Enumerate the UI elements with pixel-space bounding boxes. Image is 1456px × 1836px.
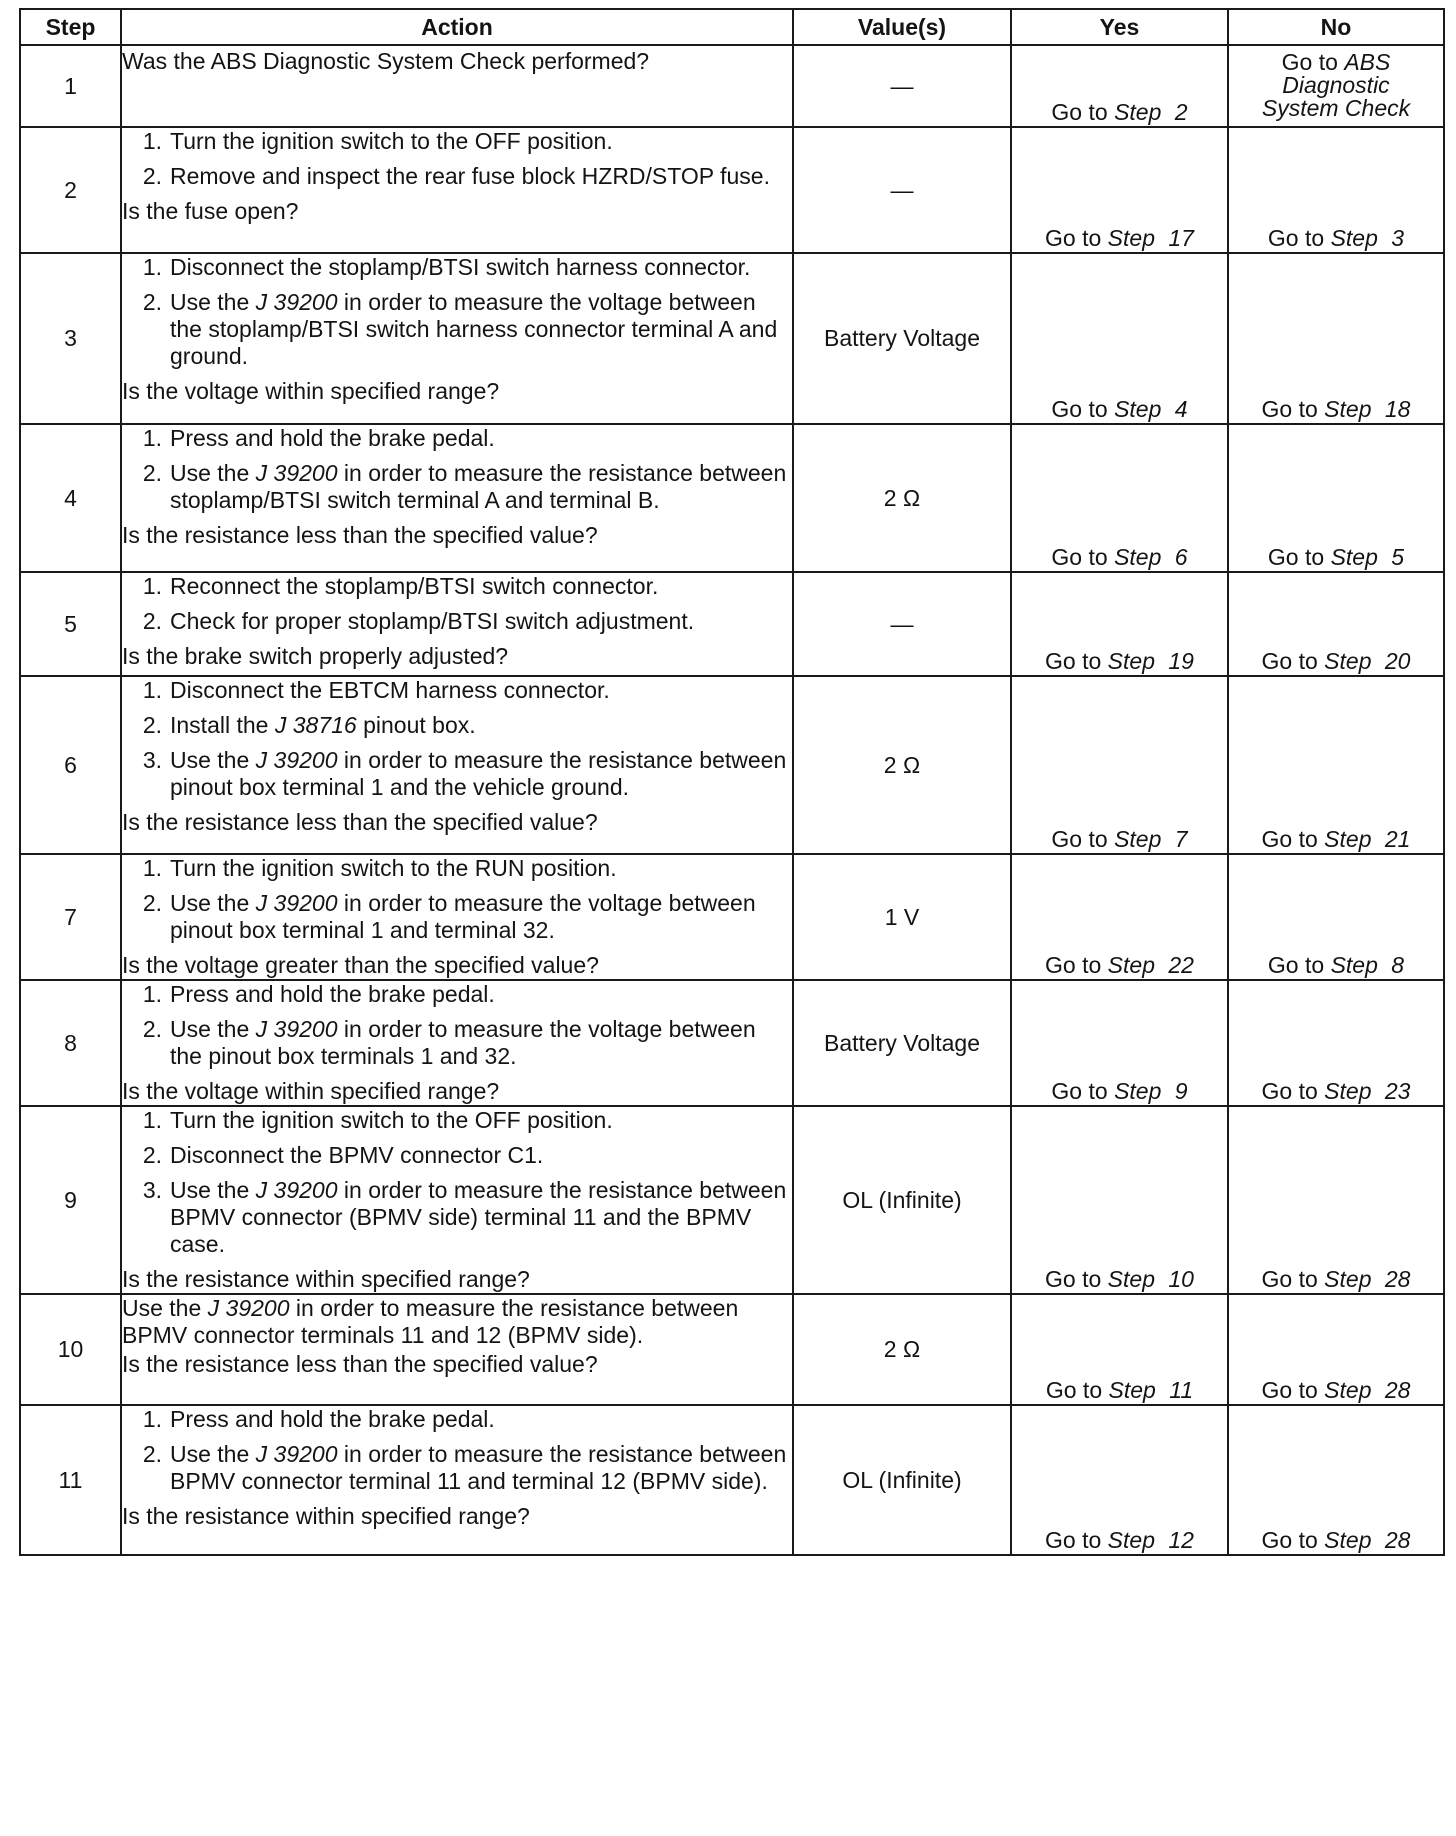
tool-reference: J 39200 [255, 1177, 338, 1203]
action-question: Is the resistance within specified range? [122, 1503, 530, 1529]
goto-target: Diagnostic [1282, 72, 1390, 98]
action-item: 1. Press and hold the brake pedal. [142, 1406, 495, 1432]
yes-cell: Go to Step 6 [1011, 424, 1228, 572]
value-cell: 1 V [793, 854, 1011, 980]
step-number: 10 [20, 1294, 121, 1405]
action-item: 1. Disconnect the stoplamp/BTSI switch harness connector. [142, 254, 751, 280]
tool-reference: J 39200 [255, 460, 338, 486]
action-item: 2. Remove and inspect the rear fuse block HZRD/STOP fuse. [142, 163, 770, 189]
header-step: Step [20, 9, 121, 45]
step-number: 9 [20, 1106, 121, 1294]
step-number: 1 [20, 45, 121, 127]
goto-prefix: Go to [1281, 49, 1338, 75]
action-question: Is the resistance within specified range? [122, 1266, 530, 1292]
value-cell: — [793, 127, 1011, 253]
action-item: 2. Use the J 39200 in order to measure the voltage between the pinout box terminals 1 and 32. [142, 1016, 756, 1069]
no-cell: Go to Step 20 [1228, 572, 1444, 676]
no-cell: Go to Step 21 [1228, 676, 1444, 854]
yes-cell: Go to Step 19 [1011, 572, 1228, 676]
no-cell [1228, 45, 1444, 127]
tool-reference: J 39200 [255, 1441, 338, 1467]
yes-cell: Go to Step 4 [1011, 253, 1228, 424]
table-row [20, 676, 1444, 854]
action-item: 1. Turn the ignition switch to the OFF position. [142, 128, 613, 154]
yes-cell: Go to Step 12 [1011, 1405, 1228, 1555]
action-question: Is the voltage greater than the specified value? [122, 952, 599, 978]
action-cell [121, 676, 793, 854]
no-cell: Go to Step 3 [1228, 127, 1444, 253]
value-cell: — [793, 572, 1011, 676]
goto-step-number: 2 [1174, 99, 1188, 125]
action-question: Is the fuse open? [122, 198, 299, 224]
action-cell [121, 253, 793, 424]
table-row [20, 424, 1444, 572]
goto-step-word: Step [1114, 99, 1162, 125]
tool-reference: J 39200 [255, 289, 338, 315]
action-question: Is the resistance less than the specified value? [122, 1351, 598, 1377]
value-cell: 2 Ω [793, 676, 1011, 854]
step-number: 7 [20, 854, 121, 980]
action-item: 3. Use the J 39200 in order to measure the resistance between BPMV connector (BPMV side) terminal 11 and the BPMV case. [142, 1177, 787, 1257]
header-yes: Yes [1011, 9, 1228, 45]
action-item: 2. Install the J 38716 pinout box. [142, 712, 476, 738]
table-row [20, 1294, 1444, 1405]
yes-cell: Go to Step 10 [1011, 1106, 1228, 1294]
no-cell: Go to Step 8 [1228, 854, 1444, 980]
value-cell: OL (Infinite) [793, 1405, 1011, 1555]
action-question: Is the voltage within specified range? [122, 378, 500, 404]
no-cell: Go to Step 28 [1228, 1405, 1444, 1555]
goto-prefix: Go to [1051, 99, 1108, 125]
action-item: 2. Use the J 39200 in order to measure the resistance between BPMV connector terminal 11 and terminal 12 (BPMV side). [142, 1441, 787, 1494]
no-cell: Go to Step 23 [1228, 980, 1444, 1106]
action-item: 1. Press and hold the brake pedal. [142, 425, 495, 451]
table-row [20, 45, 1444, 127]
table-row [20, 980, 1444, 1106]
step-number: 6 [20, 676, 121, 854]
action-cell [121, 424, 793, 572]
tool-reference: J 39200 [255, 890, 338, 916]
table-row [20, 253, 1444, 424]
action-item: 2. Use the J 39200 in order to measure the voltage between the stoplamp/BTSI switch harness connector terminal A and ground. [142, 289, 778, 369]
yes-cell: Go to Step 11 [1011, 1294, 1228, 1405]
header-no: No [1228, 9, 1444, 45]
action-item: 1. Disconnect the EBTCM harness connector. [142, 677, 610, 703]
action-question: Is the brake switch properly adjusted? [122, 643, 509, 669]
step-number: 4 [20, 424, 121, 572]
action-cell [121, 854, 793, 980]
value-cell: 2 Ω [793, 1294, 1011, 1405]
tool-reference: J 38716 [274, 712, 357, 738]
yes-cell [1011, 45, 1228, 127]
table-row [20, 572, 1444, 676]
step-number: 11 [20, 1405, 121, 1555]
action-question: Is the resistance less than the specified value? [122, 522, 598, 548]
header-row [20, 9, 1444, 45]
yes-cell: Go to Step 22 [1011, 854, 1228, 980]
tool-reference: J 39200 [207, 1295, 290, 1321]
action-item: 2. Disconnect the BPMV connector C1. [142, 1142, 544, 1168]
action-cell [121, 1106, 793, 1294]
action-item: 2. Use the J 39200 in order to measure the voltage between pinout box terminal 1 and terminal 32. [142, 890, 756, 943]
value-cell: — [793, 45, 1011, 127]
action-question: Is the resistance less than the specified value? [122, 809, 598, 835]
goto-target: ABS [1344, 49, 1391, 75]
action-cell [121, 45, 793, 127]
action-item: 3. Use the J 39200 in order to measure the resistance between pinout box terminal 1 and the vehicle ground. [142, 747, 787, 800]
step-number: 8 [20, 980, 121, 1106]
action-question: Is the voltage within specified range? [122, 1078, 500, 1104]
yes-cell: Go to Step 7 [1011, 676, 1228, 854]
action-cell [121, 572, 793, 676]
value-cell: OL (Infinite) [793, 1106, 1011, 1294]
no-cell: Go to Step 28 [1228, 1294, 1444, 1405]
action-cell [121, 980, 793, 1106]
value-cell: Battery Voltage [793, 253, 1011, 424]
action-cell [121, 1294, 793, 1405]
action-item: 1. Turn the ignition switch to the RUN position. [142, 855, 617, 881]
diagnostic-table [19, 8, 1445, 1556]
action-item: 2. Check for proper stoplamp/BTSI switch adjustment. [142, 608, 695, 634]
value-cell: Battery Voltage [793, 980, 1011, 1106]
header-value: Value(s) [793, 9, 1011, 45]
action-item: 1. Press and hold the brake pedal. [142, 981, 495, 1007]
table-row [20, 1405, 1444, 1555]
header-action: Action [121, 9, 793, 45]
goto-target: System Check [1261, 95, 1411, 121]
tool-reference: J 39200 [255, 1016, 338, 1042]
step-number: 2 [20, 127, 121, 253]
value-cell: 2 Ω [793, 424, 1011, 572]
action-question: Was the ABS Diagnostic System Check performed? [122, 48, 650, 74]
no-cell: Go to Step 18 [1228, 253, 1444, 424]
action-cell [121, 127, 793, 253]
no-cell: Go to Step 5 [1228, 424, 1444, 572]
no-cell: Go to Step 28 [1228, 1106, 1444, 1294]
action-item: 1. Turn the ignition switch to the OFF position. [142, 1107, 613, 1133]
yes-cell: Go to Step 9 [1011, 980, 1228, 1106]
table-row [20, 127, 1444, 253]
table-row [20, 1106, 1444, 1294]
action-cell [121, 1405, 793, 1555]
table-row [20, 854, 1444, 980]
tool-reference: J 39200 [255, 747, 338, 773]
action-item: 2. Use the J 39200 in order to measure the resistance between stoplamp/BTSI switch terminal A and terminal B. [142, 460, 787, 513]
step-number: 3 [20, 253, 121, 424]
action-text: Use the J 39200 in order to measure the resistance between BPMV connector terminals 11 and 12 (BPMV side). [122, 1295, 739, 1348]
action-item: 1. Reconnect the stoplamp/BTSI switch connector. [142, 573, 659, 599]
step-number: 5 [20, 572, 121, 676]
yes-cell: Go to Step 17 [1011, 127, 1228, 253]
